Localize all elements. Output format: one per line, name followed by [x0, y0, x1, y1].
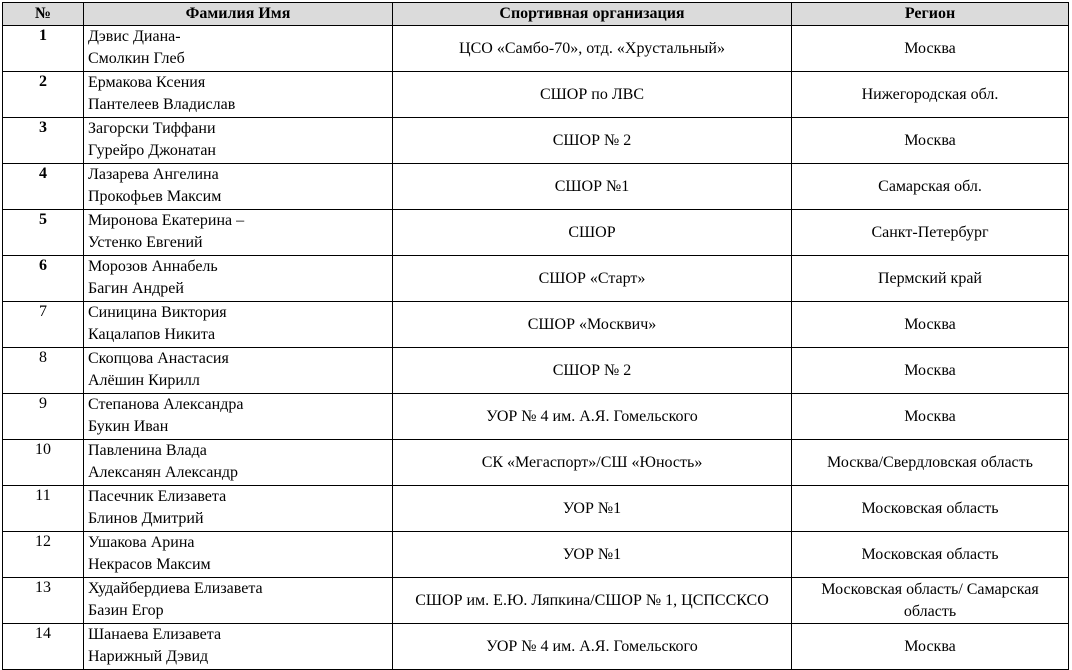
- region: Московская область: [792, 486, 1069, 532]
- table-row: [3, 532, 1069, 578]
- table-row: [3, 26, 1069, 72]
- partner-1-name: Пасечник Елизавета: [88, 488, 227, 505]
- sports-organization: СШОР № 2: [393, 348, 792, 394]
- sports-organization: УОР № 4 им. А.Я. Гомельского: [393, 394, 792, 440]
- pair-names: [84, 394, 393, 440]
- partner-1-name: Загорски Тиффани: [88, 120, 216, 137]
- row-number: 9: [3, 394, 84, 440]
- pair-names: [84, 256, 393, 302]
- partner-2-name: Прокофьев Максим: [88, 188, 222, 205]
- partner-2-name: Устенко Евгений: [88, 234, 203, 251]
- region: Нижегородская обл.: [792, 72, 1069, 118]
- pair-names: [84, 578, 393, 624]
- table-row: [3, 256, 1069, 302]
- partner-2-name: Алёшин Кирилл: [88, 372, 200, 389]
- partner-2-name: Пантелеев Владислав: [88, 96, 236, 113]
- partner-2-name: Багин Андрей: [88, 280, 184, 297]
- region: Москва: [792, 348, 1069, 394]
- partner-2-name: Букин Иван: [88, 418, 169, 435]
- sports-organization: СШОР «Старт»: [393, 256, 792, 302]
- header-num: №: [3, 3, 84, 26]
- sports-organization: СШОР по ЛВС: [393, 72, 792, 118]
- partner-1-name: Скопцова Анастасия: [88, 350, 229, 367]
- partner-1-name: Лазарева Ангелина: [88, 166, 219, 183]
- table-row: [3, 440, 1069, 486]
- table-row: [3, 302, 1069, 348]
- pair-names: [84, 486, 393, 532]
- partner-1-name: Павленина Влада: [88, 442, 207, 459]
- region: Москва/Свердловская область: [792, 440, 1069, 486]
- pair-names: [84, 532, 393, 578]
- table-row: [3, 348, 1069, 394]
- table-row: [3, 486, 1069, 532]
- sports-organization: СШОР №1: [393, 164, 792, 210]
- table-row: [3, 72, 1069, 118]
- table-row: [3, 624, 1069, 670]
- region: Москва: [792, 394, 1069, 440]
- pair-names: [84, 164, 393, 210]
- partner-1-name: Миронова Екатерина –: [88, 212, 245, 229]
- region: Москва: [792, 26, 1069, 72]
- table-row: [3, 118, 1069, 164]
- sports-organization: УОР №1: [393, 486, 792, 532]
- partner-2-name: Блинов Дмитрий: [88, 510, 204, 527]
- sports-organization: СШОР им. Е.Ю. Ляпкина/СШОР № 1, ЦСПССКСО: [393, 578, 792, 624]
- region: Пермский край: [792, 256, 1069, 302]
- sports-organization: ЦСО «Самбо-70», отд. «Хрустальный»: [393, 26, 792, 72]
- region: Самарская обл.: [792, 164, 1069, 210]
- sports-organization: СК «Мегаспорт»/СШ «Юность»: [393, 440, 792, 486]
- header-region: Регион: [792, 3, 1069, 26]
- row-number: 3: [3, 118, 84, 164]
- partner-1-name: Ермакова Ксения: [88, 74, 206, 91]
- partner-2-name: Гурейро Джонатан: [88, 142, 216, 159]
- row-number: 4: [3, 164, 84, 210]
- table-row: [3, 210, 1069, 256]
- partner-2-name: Алексанян Александр: [88, 464, 239, 481]
- header-organization: Спортивная организация: [393, 3, 792, 26]
- region: Москва: [792, 118, 1069, 164]
- header-name: Фамилия Имя: [84, 3, 393, 26]
- table-row: [3, 164, 1069, 210]
- table-row: [3, 578, 1069, 624]
- pair-names: [84, 26, 393, 72]
- row-number: 7: [3, 302, 84, 348]
- sports-organization: УОР №1: [393, 532, 792, 578]
- sports-organization: СШОР: [393, 210, 792, 256]
- pair-names: [84, 348, 393, 394]
- pair-names: [84, 210, 393, 256]
- table-row: [3, 394, 1069, 440]
- region: Московская область: [792, 532, 1069, 578]
- row-number: 1: [3, 26, 84, 72]
- sports-organization: СШОР «Москвич»: [393, 302, 792, 348]
- row-number: 5: [3, 210, 84, 256]
- pair-names: [84, 624, 393, 670]
- pair-names: [84, 302, 393, 348]
- pair-names: [84, 118, 393, 164]
- table-header-row: [3, 3, 1069, 26]
- partner-2-name: Базин Егор: [88, 602, 164, 619]
- row-number: 6: [3, 256, 84, 302]
- partner-2-name: Некрасов Максим: [88, 556, 211, 573]
- row-number: 14: [3, 624, 84, 670]
- row-number: 8: [3, 348, 84, 394]
- row-number: 11: [3, 486, 84, 532]
- sports-organization: УОР № 4 им. А.Я. Гомельского: [393, 624, 792, 670]
- region: Москва: [792, 624, 1069, 670]
- partner-2-name: Смолкин Глеб: [88, 50, 185, 67]
- region: Москва: [792, 302, 1069, 348]
- region: Московская область/ Самарская область: [792, 578, 1069, 624]
- partner-1-name: Ушакова Арина: [88, 534, 195, 551]
- partner-2-name: Кацалапов Никита: [88, 326, 216, 343]
- partner-2-name: Нарижный Дэвид: [88, 648, 209, 665]
- partner-1-name: Степанова Александра: [88, 396, 244, 413]
- row-number: 13: [3, 578, 84, 624]
- pair-names: [84, 72, 393, 118]
- sports-organization: СШОР № 2: [393, 118, 792, 164]
- partner-1-name: Морозов Аннабель: [88, 258, 218, 275]
- participants-table: [2, 2, 1069, 670]
- row-number: 2: [3, 72, 84, 118]
- partner-1-name: Синицина Виктория: [88, 304, 227, 321]
- partner-1-name: Худайбердиева Елизавета: [88, 580, 263, 597]
- partner-1-name: Шанаева Елизавета: [88, 626, 222, 643]
- row-number: 10: [3, 440, 84, 486]
- pair-names: [84, 440, 393, 486]
- partner-1-name: Дэвис Диана-: [88, 28, 181, 45]
- region: Санкт-Петербург: [792, 210, 1069, 256]
- row-number: 12: [3, 532, 84, 578]
